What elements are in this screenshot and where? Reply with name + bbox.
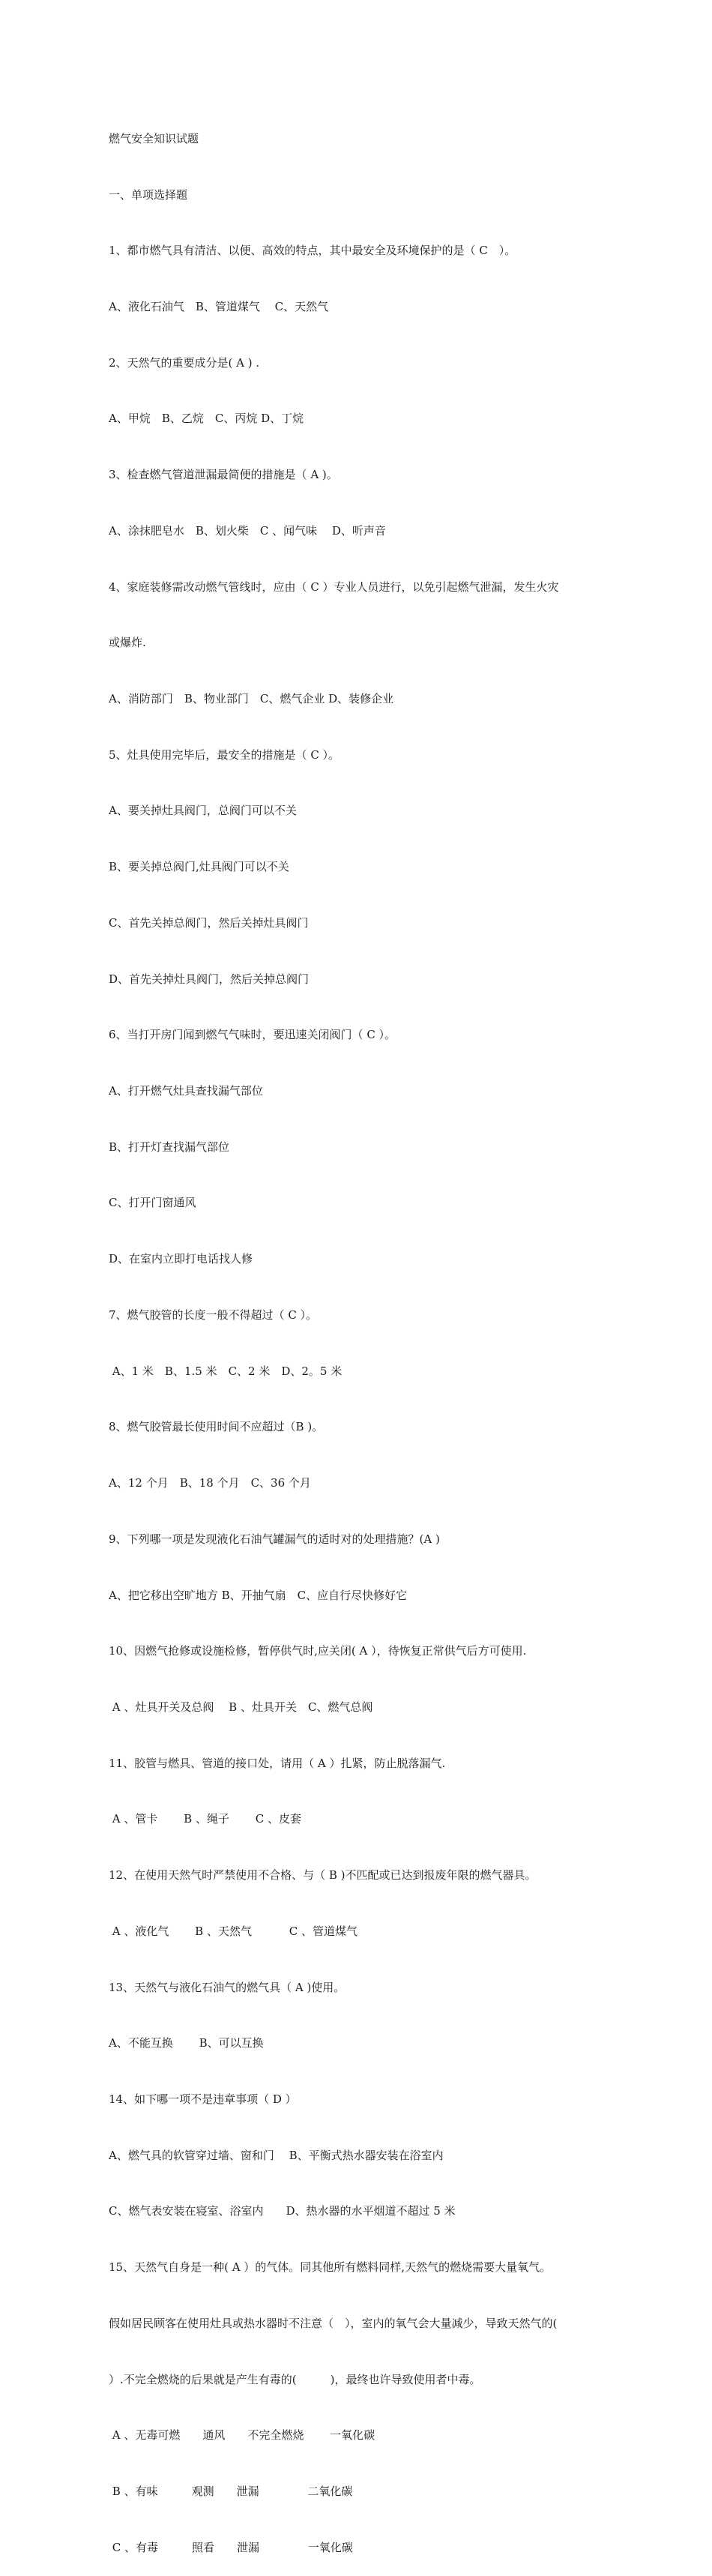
q14-text: 14、如下哪一项不是违章事项（ D ）: [109, 2092, 297, 2106]
q11-text: 11、胶管与燃具、管道的接口处，请用（ A ）扎紧，防止脱落漏气.: [109, 1756, 446, 1770]
q1-text: 1、都市燃气具有清洁、以便、高效的特点，其中最安全及环境保护的是（ C ）。: [109, 244, 516, 258]
q4-text-cont: 或爆炸.: [109, 636, 146, 650]
q15-option-c: C 、有毒 照看 泄漏 一氧化碳: [109, 2540, 353, 2554]
q10-text: 10、因燃气抢修或设施检修，暂停供气时,应关闭( A ），待恢复正常供气后方可使用.: [109, 1644, 527, 1658]
q8-options: A、12 个月 B、18 个月 C、36 个月: [109, 1476, 311, 1490]
q2-options: A、甲烷 B、乙烷 C、丙烷 D、丁烷: [109, 412, 304, 426]
q8-text: 8、燃气胶管最长使用时间不应超过（B )。: [109, 1420, 324, 1434]
q15-option-a: A 、无毒可燃 通风 不完全燃烧 一氧化碳: [109, 2428, 375, 2443]
q15-option-b: B 、有味 观测 泄漏 二氧化碳: [109, 2485, 353, 2498]
q4-text: 4、家庭装修需改动燃气管线时，应由（ C ）专业人员进行，以免引起燃气泄漏，发生火灾: [109, 580, 559, 594]
q9-text: 9、下列哪一项是发现液化石油气罐漏气的适时对的处理措施？(A ): [109, 1532, 440, 1546]
q5-option-c: C、首先关掉总阀门，然后关掉灶具阀门: [109, 915, 309, 930]
q7-text: 7、燃气胶管的长度一般不得超过（ C ）。: [109, 1307, 318, 1322]
q15-text: 15、天然气自身是一种( A ）的气体。同其他所有燃料同样,天然气的燃烧需要大量氧气。: [109, 2260, 552, 2275]
q3-text: 3、检查燃气管道泄漏最简便的措施是（ A )。: [109, 468, 338, 482]
q2-text: 2、天然气的重要成分是( A ) .: [109, 355, 260, 370]
section-heading: 一、单项选择题: [109, 187, 188, 202]
q13-options: A、不能互换 B、可以互换: [109, 2036, 264, 2050]
q12-text: 12、在使用天然气时严禁使用不合格、与（ B )不匹配或已达到报废年限的燃气器具。: [109, 1868, 537, 1883]
q10-options: A 、灶具开关及总阀 B 、灶具开关 C、燃气总阀: [109, 1700, 373, 1714]
q14-options-ab: A、燃气具的软管穿过墙、窗和门 B、平衡式热水器安装在浴室内: [109, 2148, 444, 2162]
q3-options: A、涂抹肥皂水 B、划火柴 C 、闻气味 D、听声音: [109, 523, 386, 538]
q5-option-a: A、要关掉灶具阀门，总阀门可以不关: [109, 804, 297, 818]
q15-text-cont2: ）.不完全燃烧的后果就是产生有毒的( )，最终也许导致使用者中毒。: [109, 2372, 481, 2386]
q5-option-b: B、要关掉总阀门,灶具阀门可以不关: [109, 860, 289, 874]
q12-options: A 、液化气 B 、天然气 C 、管道煤气: [109, 1924, 357, 1938]
q5-text: 5、灶具使用完毕后，最安全的措施是（ C ）。: [109, 747, 340, 762]
q15-text-cont1: 假如居民顾客在使用灶具或热水器时不注意（ ），室内的氧气会大量减少，导致天然气的(: [109, 2316, 558, 2330]
document-page: [109, 92, 618, 2576]
q13-text: 13、天然气与液化石油气的燃气具（ A )使用。: [109, 1980, 346, 1994]
q6-text: 6、当打开房门闻到燃气气味时，要迅速关闭阀门（ C ）。: [109, 1028, 396, 1042]
document-title: 燃气安全知识试题: [109, 131, 199, 145]
q6-option-d: D、在室内立即打电话找人修: [109, 1252, 253, 1266]
q6-option-b: B、打开灯查找漏气部位: [109, 1140, 230, 1154]
q14-options-cd: C、燃气表安装在寝室、浴室内 D、热水器的水平烟道不超过 5 米: [109, 2204, 456, 2218]
q7-options: A、1 米 B、1.5 米 C、2 米 D、2。5 米: [109, 1364, 343, 1378]
q5-option-d: D、首先关掉灶具阀门，然后关掉总阀门: [109, 972, 310, 986]
q9-options: A、把它移出空旷地方 B、开抽气扇 C、应自行尽快修好它: [109, 1588, 408, 1602]
q6-option-c: C、打开门窗通风: [109, 1196, 196, 1210]
q4-options: A、消防部门 B、物业部门 C、燃气企业 D、装修企业: [109, 692, 394, 705]
q1-options: A、液化石油气 B、管道煤气 C、天然气: [109, 299, 329, 313]
q6-option-a: A、打开燃气灶具查找漏气部位: [109, 1084, 263, 1098]
q11-options: A 、管卡 B 、绳子 C 、皮套: [109, 1812, 301, 1826]
